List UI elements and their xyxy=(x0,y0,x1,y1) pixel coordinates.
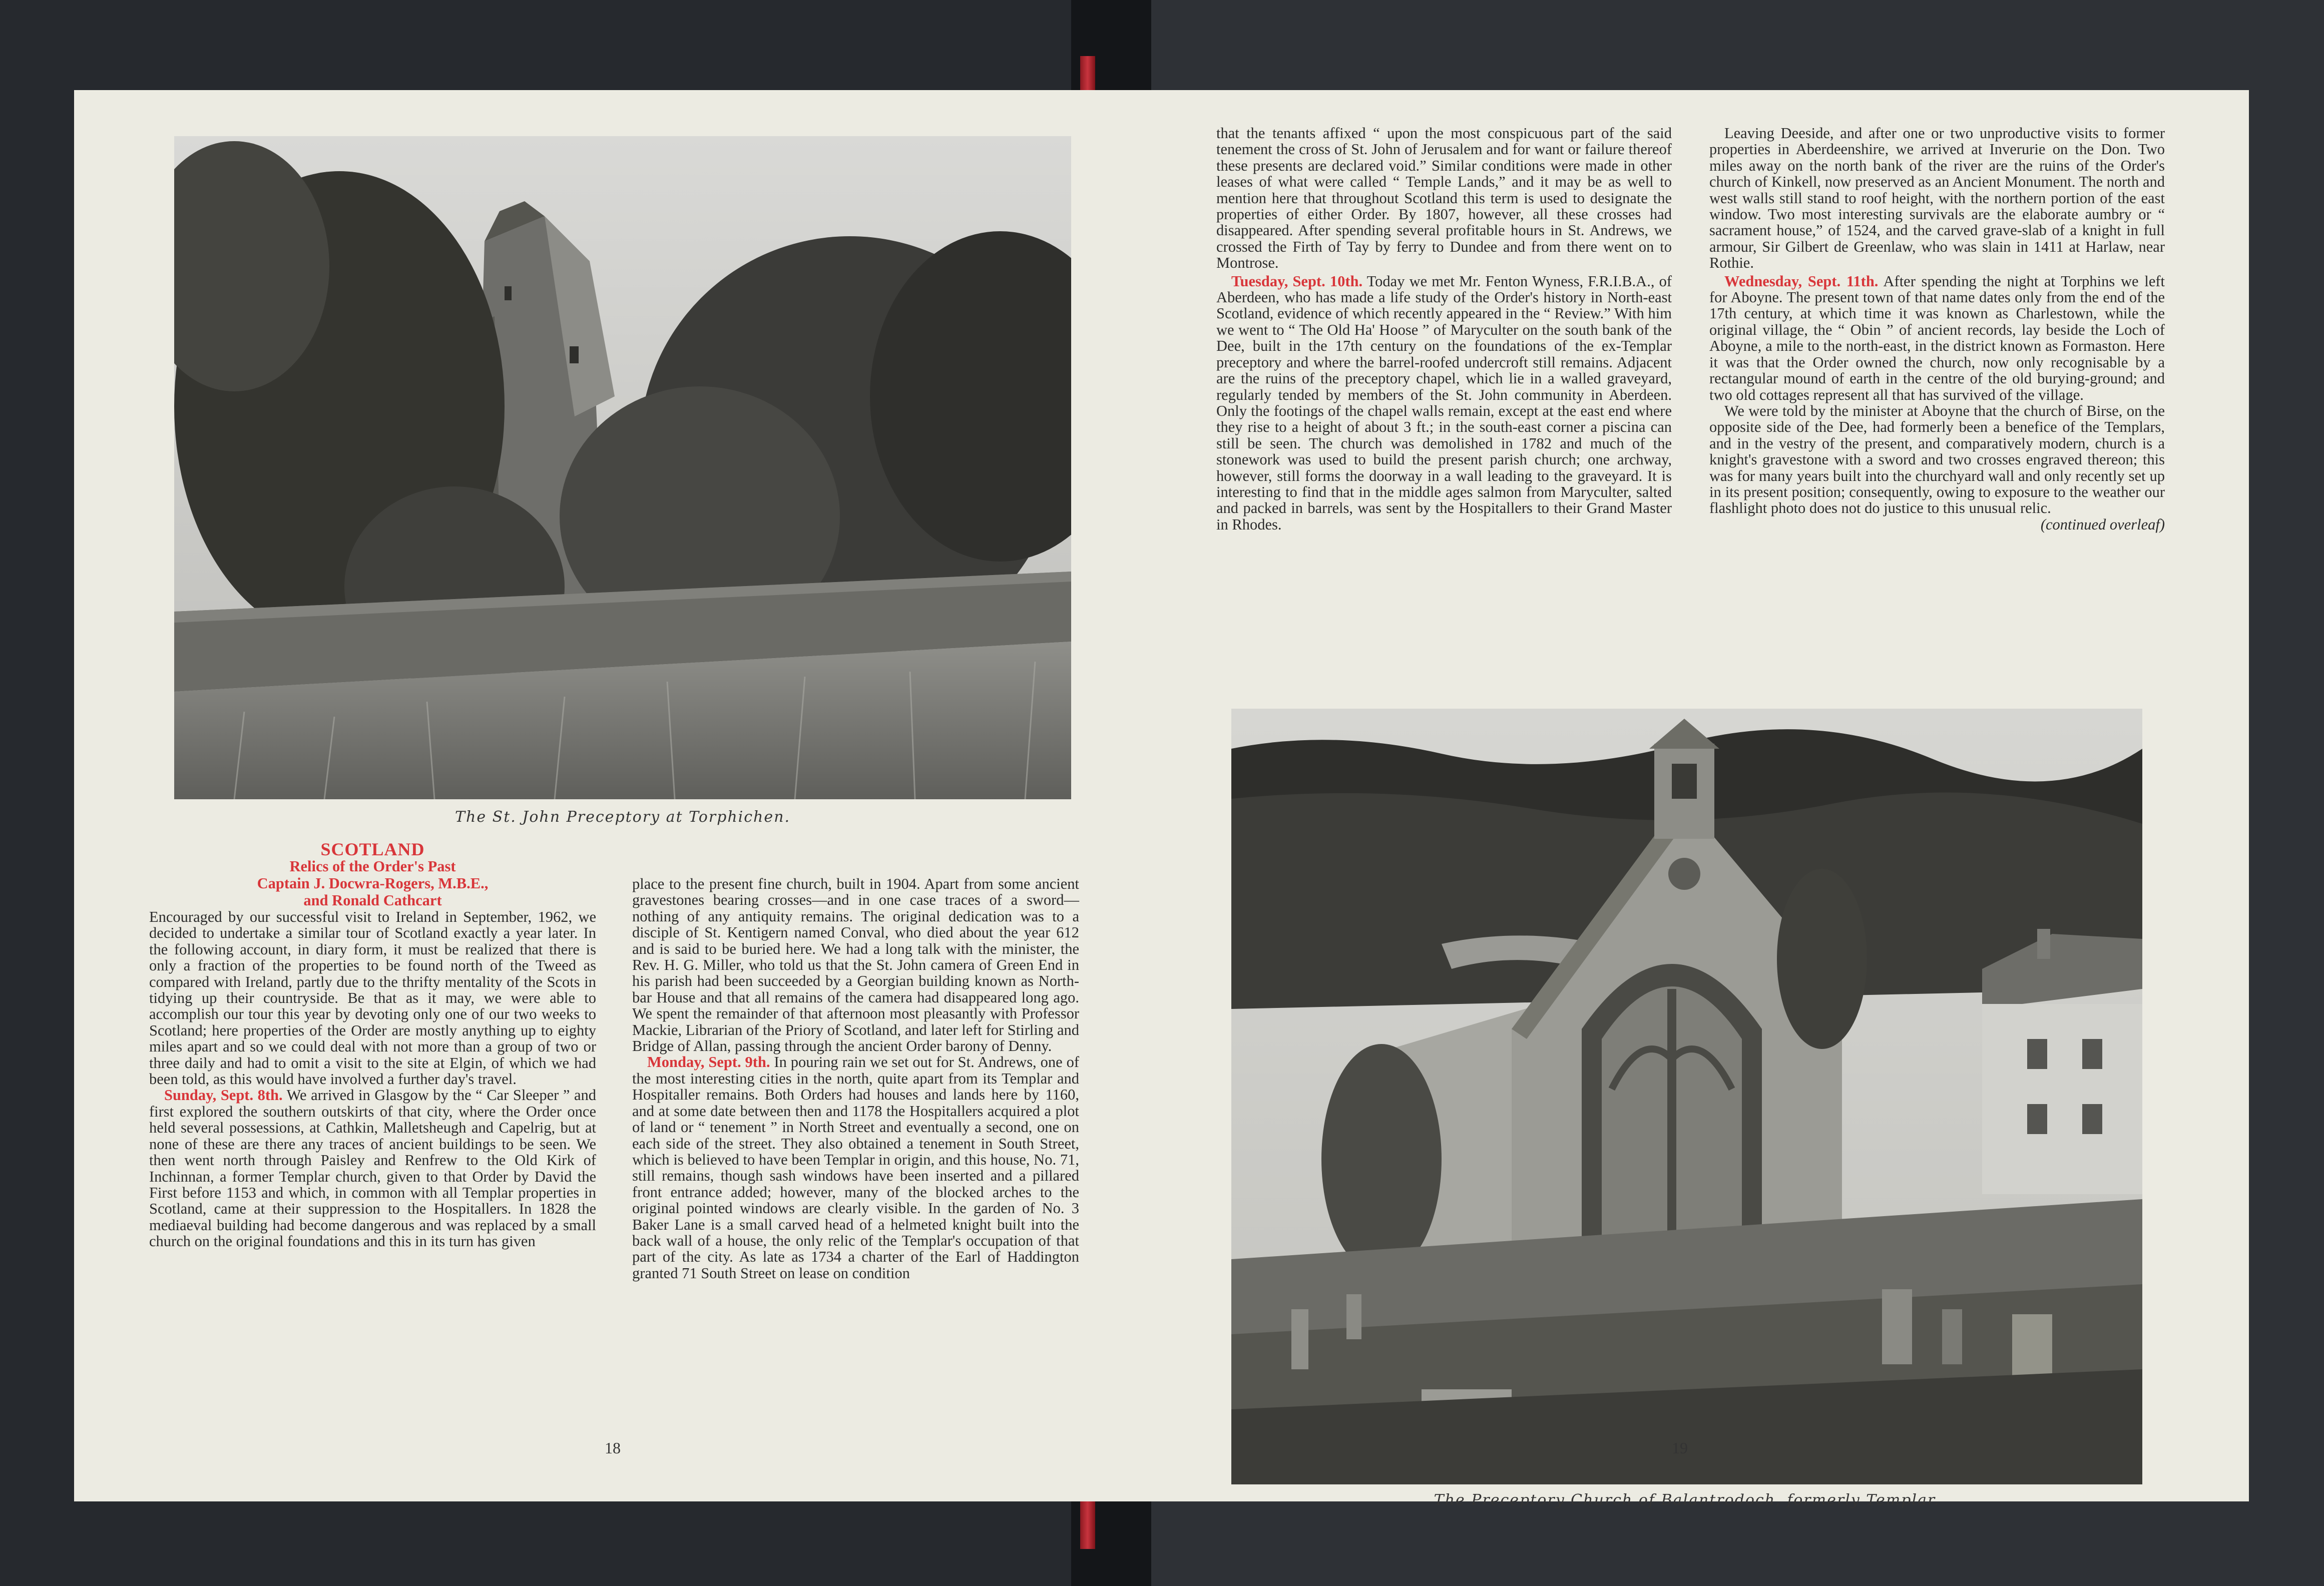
paragraph: place to the present fine church, built in 1904. Apart from some ancient gravestones bearing crosses—and in one case traces of a sword—nothing of any antiquity remains. The original dedication was to a disciple of St. Kentigern named Conval, who died about the year 612 and is said to be buried here. We had a long talk with the minister, the Rev. H. G. Miller, who told us that the St. John camera of Green End in his parish had been succeeded by a Georgian building known as North-bar House and that all remains of the camera had disappeared long ago. We spent the remainder of that afternoon most pleasantly with Professor Mackie, Librarian of the Priory of Scotland, and later left for Stirling and Bridge of Allan, passing through the ancient Order barony of Denny. xyxy=(632,875,1079,1055)
paragraph-text: In pouring rain we set out for St. Andrews, one of the most interesting cities in the north, quite apart from its Templar and Hospitaller remains. Both Orders had houses and lands here by 1160, and at some date between then and 1178 the Hospitallers acquired a plot of land or “ tenement ” in North Street and eventually a second, one on each side of the street. They also obtained a tenement in South Street, which is believed to have been Templar in origin, and this house, No. 71, still remains, though sash windows have been inserted and a pillared front entrance added; however, many of the blocked arches to the original pointed windows are clearly visible. In the garden of No. 3 Baker Lane is a small carved head of a helmeted knight built into the back wall of a house, the only relic of the Templar's occupation of that part of the city. As late as 1734 a charter of the Earl of Haddington granted 71 South Street on lease on condition xyxy=(632,1053,1079,1282)
paragraph-text: After spending the night at Torphins we left for Aboyne. The present town of that name dates only from the end of the 17th century, at which time it was known as Charlestown, while the original village, the “ Obin ” of ancient records, lay beside the Loch of Aboyne, a mile to the north-east, in the district known as Formaston. Here it was that the Order owned the church, now only recognisable by a rectangular mound of earth in the centre of the old burying-ground; and two old cottages represent all that has survived of the village. xyxy=(1709,272,2165,403)
paragraph xyxy=(1216,273,1672,533)
page-number-right: 19 xyxy=(1672,1439,1688,1457)
article-title: SCOTLAND xyxy=(320,839,425,859)
page-number-left: 18 xyxy=(605,1439,621,1457)
diary-date: Monday, Sept. 9th. xyxy=(647,1053,770,1071)
photo-torphichen-preceptory xyxy=(174,136,1071,799)
bookmark-ribbon-bottom xyxy=(1080,1501,1095,1549)
paragraph xyxy=(149,1087,596,1249)
paragraph: Encouraged by our successful visit to Ireland in September, 1962, we decided to undertake a similar tour of Scotland exactly a year later. In the following account, in diary form, it must be realized that there is only a fraction of the properties to be found north of the Tweed as compared with Ireland, partly due to the thrifty mentality of the Scots in tidying up their countryside. Be that as it may, we were able to accomplish our tour this year by devoting only one of our two weeks to Scotland; here properties of the Order are mostly anything up to eighty miles apart and so we could deal with not more than a group of two or three daily and had to omit a visit to the site at Elgin, of which we had been told, as this would have involved a further day's travel. xyxy=(149,908,596,1088)
paragraph: that the tenants affixed “ upon the most conspicuous part of the said tenement the cross of St. John of Jerusalem and for want or failure thereof these presents are declared void.” Similar conditions were made in other leases of what were called “ Temple Lands,” and it may be as well to mention here that throughout Scotland this term is used to designate the properties of either Order. By 1807, however, all these crosses had disappeared. After spending several profitable hours in St. Andrews, we crossed the Firth of Tay by ferry to Dundee and from there went on to Montrose. xyxy=(1216,125,1672,272)
diary-date: Wednesday, Sept. 11th. xyxy=(1724,272,1879,290)
right-column-1 xyxy=(1216,125,1672,533)
left-page xyxy=(74,90,1149,1501)
article-author-2: and Ronald Cathcart xyxy=(303,892,442,909)
bookmark-ribbon-top xyxy=(1080,56,1095,91)
paragraph-text: We arrived in Glasgow by the “ Car Sleeper ” and first explored the southern outskirts of that city, where the Order once held several possessions, at Cathkin, Malletsheugh and Capelrig, but at none of these are there any traces of ancient buildings to be seen. We then went north through Paisley and Renfrew to the Old Kirk of Inchinnan, a former Templar church, given to that Order by David the First before 1153 and which, in common with all Templar properties in Scotland, came at their suppression to the Hospitallers. In 1828 the mediaeval building had become dangerous and was replaced by a small church on the original foundations and this in its turn has given xyxy=(149,1087,596,1250)
diary-date: Sunday, Sept. 8th. xyxy=(164,1087,283,1104)
paragraph-text: We were told by the minister at Aboyne that the church of Birse, on the opposite side of the Dee, had formerly been a benefice of the Templars, and in the vestry of the present, and comparatively modern, church is a knight's gravestone with a sword and two crosses engraved thereon; this was for many years built into the churchyard wall and only recently set up in its present position; consequently, owing to exposure to the weather our flashlight photo does not do justice to this unusual relic. xyxy=(1709,402,2165,517)
paragraph xyxy=(1709,273,2165,403)
left-column-2 xyxy=(632,876,1079,1281)
paragraph: Leaving Deeside, and after one or two unproductive visits to former properties in Aberdeenshire, we arrived at Inverurie on the Don. Two miles away on the north bank of the river are the ruins of the Order's church of Kinkell, now preserved as an Ancient Monument. The north and west walls still stand to roof height, with the northern portion of the east window. Two most interesting survivals are the elaborate aumbry or “ sacrament house,” of 1524, and the carved grave-slab of a knight in full armour, Sir Gilbert de Greenlaw, who was slain in 1411 at Harlaw, near Rothie. xyxy=(1709,125,2165,272)
article-header xyxy=(149,841,596,909)
continued-note: (continued overleaf) xyxy=(2040,515,2165,533)
paragraph-text: Today we met Mr. Fenton Wyness, F.R.I.B.A., of Aberdeen, who has made a life study of the Order's history in North-east Scotland, evidence of which recently appeared in the “ Review.” With him we went to “ The Old Ha' Hoose ” of Maryculter on the south bank of the Dee, built in the 17th century on the foundations of the ex-Templar preceptory and where the barrel-roofed undercroft still remains. Adjacent are the ruins of the preceptory chapel, which lie in a walled graveyard, regularly tended by members of the St. John community in Aberdeen. Only the footings of the chapel walls remain, except at the east end where they rise to a height of about 3 ft.; in the south-east corner a piscina can still be seen. The church was demolished in 1782 and much of the stonework was used to build the present parish church; one archway, however, still forms the doorway in a wall leading to the graveyard. It is interesting to find that in the middle ages salmon from Maryculter, salted and packed in barrels, was sent by the Hospitallers to their Grand Master in Rhodes. xyxy=(1216,272,1672,533)
photo-caption-left: The St. John Preceptory at Torphichen. xyxy=(455,808,790,826)
photo-balantrodoch-church xyxy=(1231,709,2142,1484)
paragraph xyxy=(1709,402,2165,533)
right-column-2 xyxy=(1709,125,2165,533)
right-page xyxy=(1149,90,2249,1509)
photo-caption-right: The Preceptory Church of Balantrodoch, formerly Templar. xyxy=(1434,1491,1940,1509)
diary-date: Tuesday, Sept. 10th. xyxy=(1231,272,1363,290)
left-column-1 xyxy=(149,841,596,1250)
article-subtitle: Relics of the Order's Past xyxy=(289,858,456,875)
paragraph xyxy=(632,1054,1079,1281)
article-author-1: Captain J. Docwra-Rogers, M.B.E., xyxy=(257,875,489,892)
